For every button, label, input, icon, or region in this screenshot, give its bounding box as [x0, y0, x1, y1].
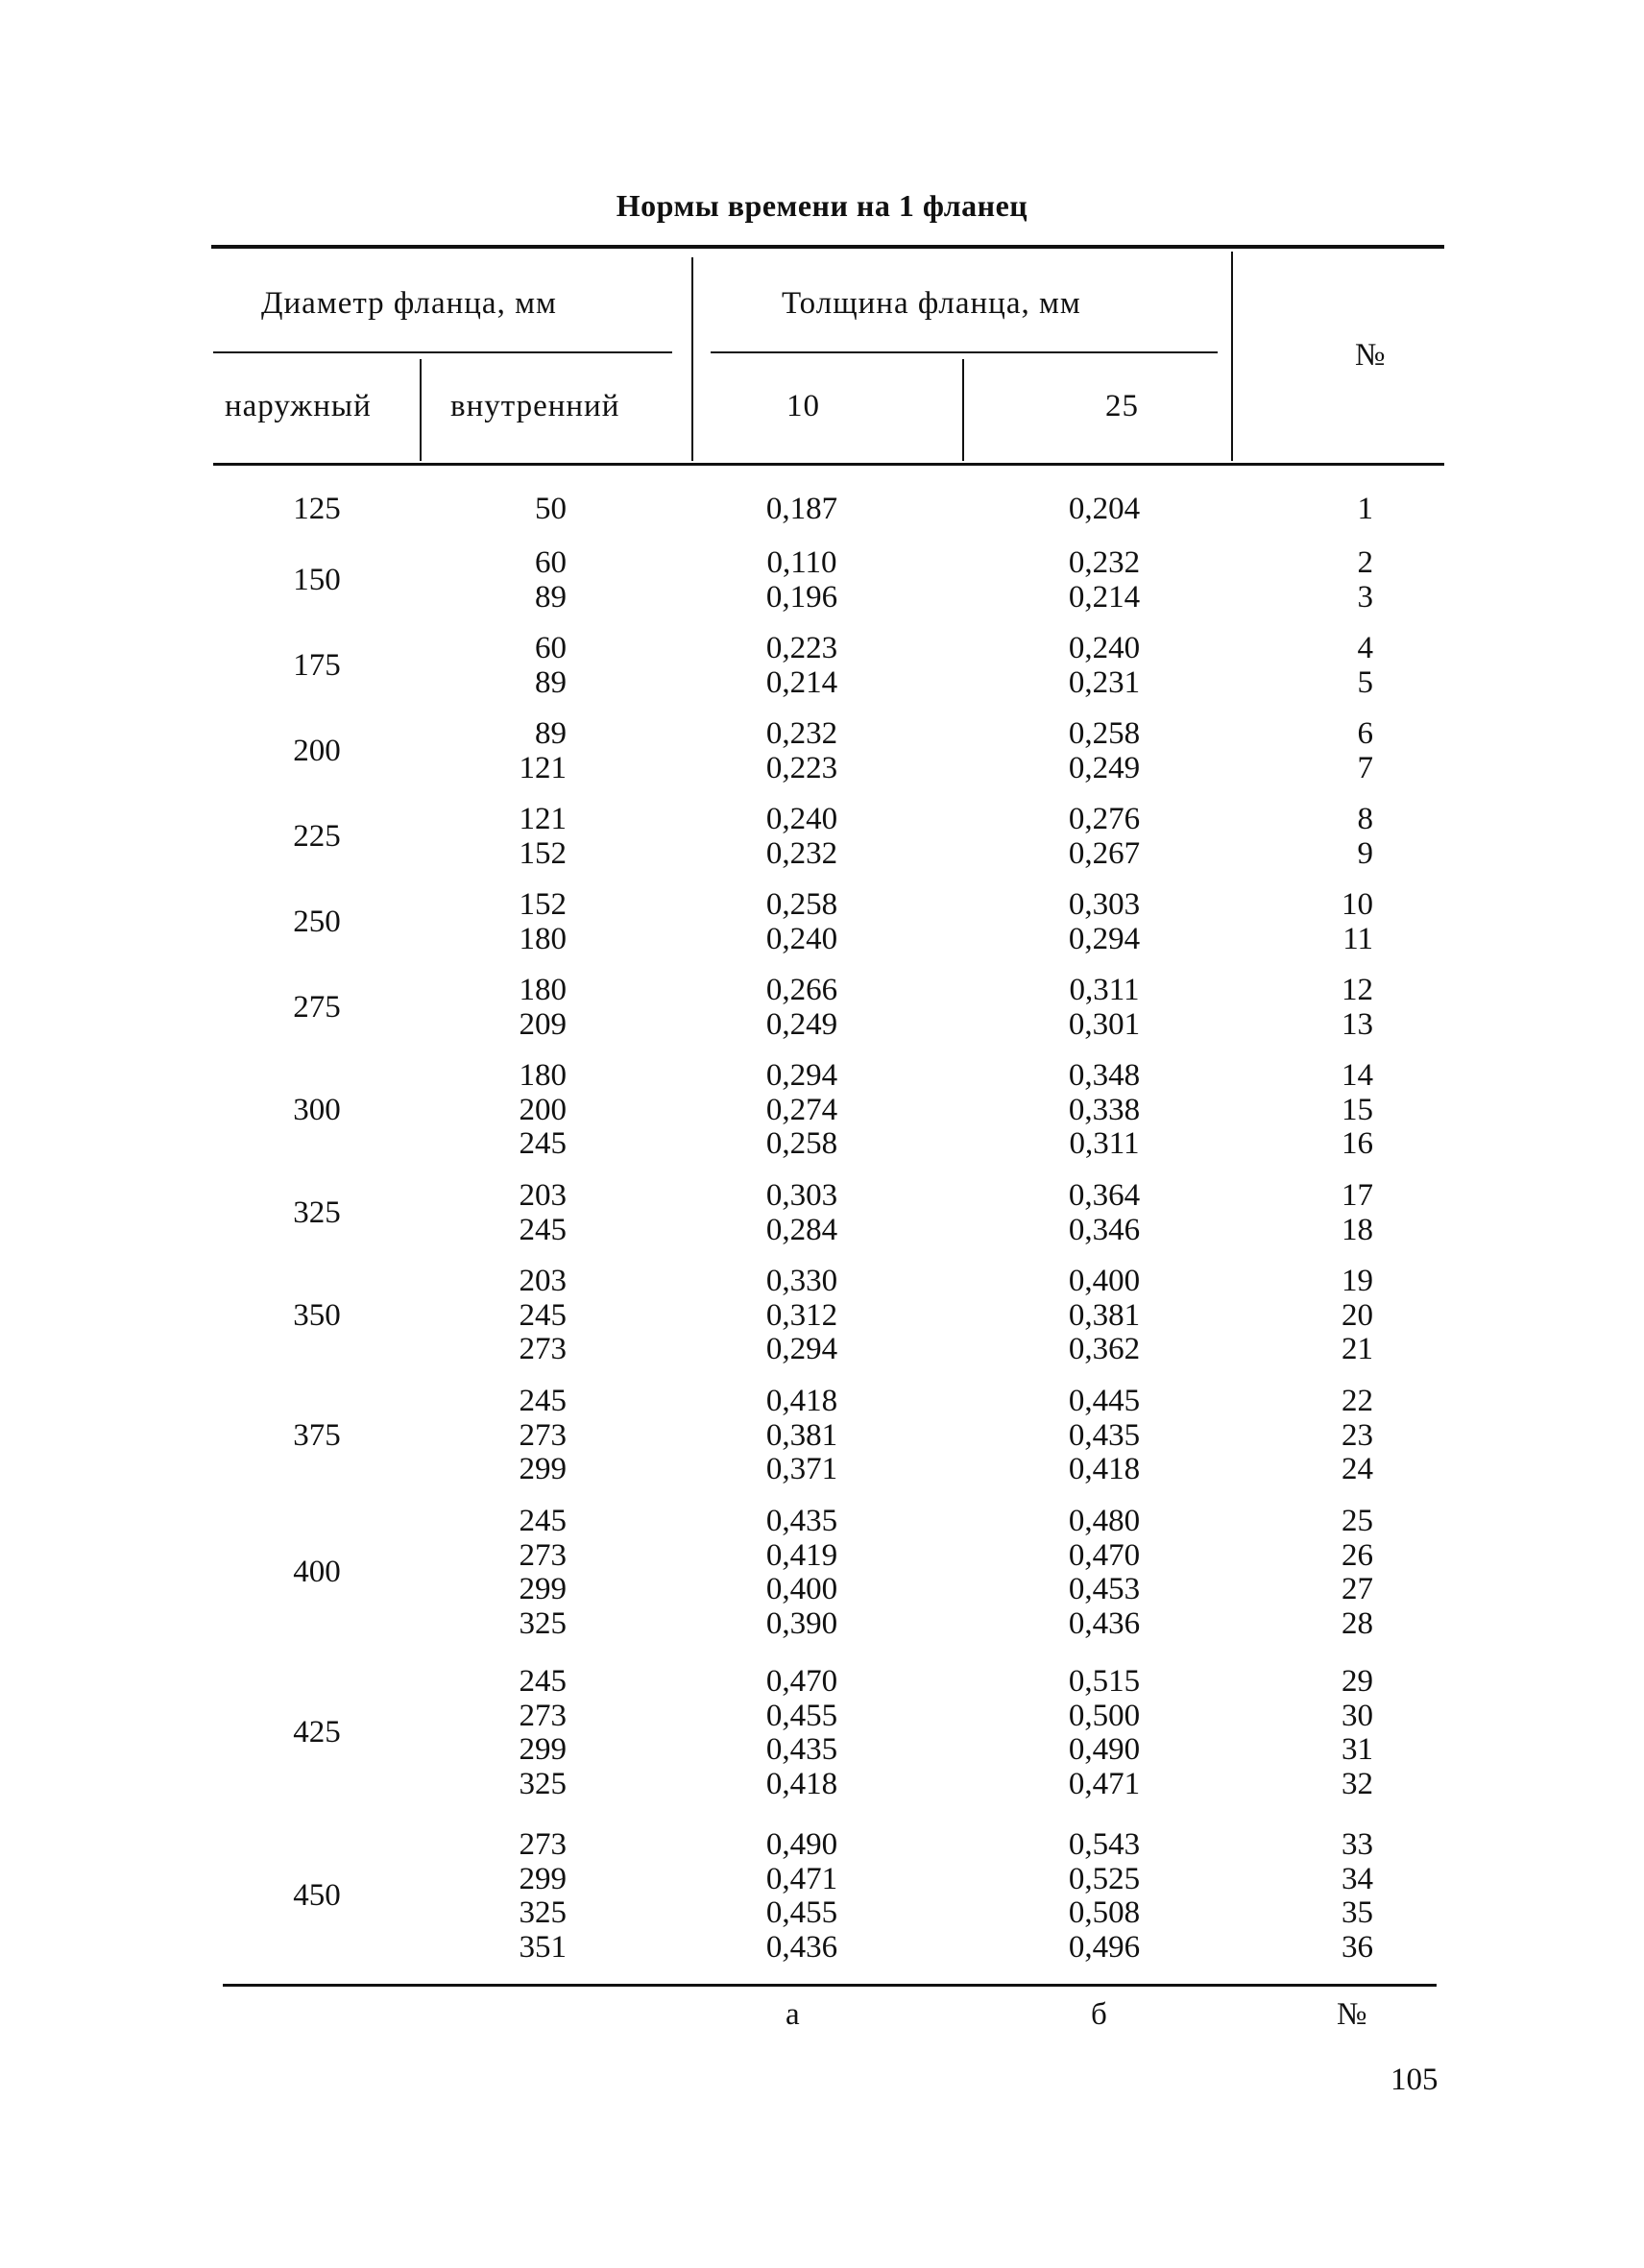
outer-diameter-column: [269, 0, 365, 2268]
time-10mm-cell: 0,258: [765, 887, 838, 922]
row-number-cell: 15: [1342, 1092, 1373, 1127]
row-number-cell: 8: [1357, 802, 1373, 836]
time-10mm-cell: 0,435: [765, 1504, 838, 1538]
time-10mm-cell: 0,490: [765, 1827, 838, 1862]
inner-diameter-cell: 299: [519, 1861, 567, 1896]
inner-diameter-cell: 245: [519, 1504, 567, 1538]
row-number-cell: 17: [1342, 1178, 1373, 1213]
time-25mm-cell: 0,471: [1068, 1766, 1141, 1801]
time-25mm-cell: 0,435: [1068, 1417, 1141, 1453]
footer-label-a: а: [786, 1997, 800, 2032]
inner-diameter-cell: 273: [519, 1827, 567, 1862]
inner-diameter-cell: 273: [519, 1332, 567, 1366]
outer-diameter-cell: 325: [293, 1194, 341, 1230]
row-number-cell: 18: [1342, 1212, 1373, 1247]
row-number-cell: 11: [1342, 921, 1373, 956]
inner-diameter-cell: 273: [519, 1417, 567, 1453]
time-10mm-cell: 0,390: [765, 1605, 838, 1641]
inner-diameter-cell: 245: [519, 1212, 567, 1247]
inner-diameter-cell: 325: [519, 1895, 567, 1930]
time-10mm-cell: 0,294: [765, 1332, 838, 1366]
time-25mm-cell: 0,543: [1068, 1827, 1141, 1862]
time-10mm-cell: 0,455: [765, 1895, 838, 1930]
time-10mm-cell: 0,214: [765, 664, 838, 700]
time-10mm-cell: 0,418: [765, 1766, 838, 1801]
row-number-cell: 2: [1357, 545, 1373, 580]
time-10mm-cell: 0,471: [765, 1861, 838, 1896]
inner-diameter-column: [471, 0, 567, 2268]
time-10mm-cell: 0,435: [765, 1732, 838, 1767]
inner-diameter-cell: 180: [519, 973, 567, 1007]
time-10mm-cell: 0,223: [765, 631, 838, 665]
time-25mm-cell: 0,311: [1069, 1126, 1140, 1161]
inner-diameter-cell: 209: [519, 1006, 567, 1042]
inner-diameter-cell: 325: [519, 1605, 567, 1641]
time-10mm-cell: 0,470: [765, 1664, 838, 1699]
row-number-cell: 19: [1342, 1264, 1373, 1298]
table-bottom-rule: [223, 1984, 1437, 1987]
time-10mm-cell: 0,187: [765, 492, 838, 526]
time-25mm-cell: 0,232: [1068, 545, 1141, 580]
row-number-cell: 6: [1357, 716, 1373, 751]
inner-diameter-cell: 203: [519, 1178, 567, 1213]
time-10mm-cell: 0,312: [765, 1297, 838, 1333]
row-number-cell: 21: [1342, 1332, 1373, 1366]
inner-diameter-cell: 325: [519, 1766, 567, 1801]
inner-diameter-cell: 121: [519, 750, 567, 785]
outer-diameter-cell: 300: [293, 1092, 341, 1127]
inner-diameter-cell: 89: [535, 664, 567, 700]
row-number-cell: 35: [1342, 1895, 1373, 1930]
time-25mm-cell: 0,490: [1068, 1732, 1141, 1767]
time-25mm-cell: 0,418: [1068, 1452, 1141, 1486]
row-number-cell: 28: [1342, 1605, 1373, 1641]
number-header: №: [1355, 338, 1387, 373]
time-10mm-cell: 0,223: [765, 750, 838, 785]
time-25mm-cell: 0,240: [1068, 631, 1141, 665]
inner-diameter-cell: 273: [519, 1537, 567, 1573]
time-10mm-cell: 0,303: [765, 1178, 838, 1213]
row-number-cell: 32: [1342, 1766, 1373, 1801]
time-25mm-cell: 0,204: [1068, 492, 1141, 526]
row-number-cell: 14: [1342, 1058, 1373, 1093]
inner-diameter-cell: 89: [535, 579, 567, 615]
outer-diameter-cell: 275: [293, 989, 341, 1025]
time-25mm-cell: 0,346: [1068, 1212, 1141, 1247]
inner-diameter-cell: 121: [519, 802, 567, 836]
row-number-cell: 22: [1342, 1384, 1373, 1418]
time-10mm-cell: 0,294: [765, 1058, 838, 1093]
outer-diameter-cell: 375: [293, 1417, 341, 1453]
time-25mm-cell: 0,267: [1068, 835, 1141, 871]
row-number-cell: 12: [1342, 973, 1373, 1007]
outer-diameter-cell: 350: [293, 1297, 341, 1333]
outer-diameter-cell: 225: [293, 818, 341, 854]
row-number-cell: 3: [1357, 579, 1373, 615]
inner-diameter-cell: 245: [519, 1297, 567, 1333]
outer-diameter-cell: 125: [293, 492, 341, 526]
time-10mm-cell: 0,249: [765, 1006, 838, 1042]
time-25mm-cell: 0,214: [1068, 579, 1141, 615]
time-10mm-cell: 0,400: [765, 1572, 838, 1606]
inner-diameter-cell: 299: [519, 1572, 567, 1606]
row-number-cell: 25: [1342, 1504, 1373, 1538]
outer-diameter-cell: 150: [293, 562, 341, 597]
inner-diameter-cell: 152: [519, 835, 567, 871]
time-10mm-cell: 0,381: [765, 1417, 838, 1453]
time-25mm-cell: 0,400: [1068, 1264, 1141, 1298]
inner-diameter-cell: 203: [519, 1264, 567, 1298]
time-25mm-cell: 0,453: [1068, 1572, 1141, 1606]
row-number-column: [1287, 0, 1373, 2268]
time-10mm-cell: 0,232: [765, 835, 838, 871]
thickness-25-header: 25: [1105, 389, 1139, 423]
time-25mm-cell: 0,231: [1068, 664, 1141, 700]
page-number: 105: [1390, 2063, 1438, 2097]
time-25mm-cell: 0,500: [1068, 1698, 1141, 1733]
time-10mm-cell: 0,232: [765, 716, 838, 751]
time-25mm-cell: 0,470: [1068, 1537, 1141, 1573]
time-25mm-cell: 0,249: [1068, 750, 1141, 785]
time-25mm-cell: 0,294: [1068, 921, 1141, 956]
row-number-cell: 23: [1342, 1417, 1373, 1453]
outer-diameter-cell: 200: [293, 733, 341, 768]
inner-diameter-cell: 180: [519, 1058, 567, 1093]
inner-diameter-cell: 60: [535, 631, 567, 665]
time-10mm-cell: 0,455: [765, 1698, 838, 1733]
inner-diameter-cell: 89: [535, 716, 567, 751]
time-25mm-cell: 0,301: [1068, 1006, 1141, 1042]
row-number-cell: 9: [1357, 835, 1373, 871]
inner-diameter-cell: 152: [519, 887, 567, 922]
outer-header: наружный: [225, 389, 372, 423]
row-number-cell: 33: [1342, 1827, 1373, 1862]
outer-diameter-cell: 250: [293, 904, 341, 939]
row-number-cell: 10: [1342, 887, 1373, 922]
row-number-cell: 1: [1357, 492, 1373, 526]
time-10mm-cell: 0,240: [765, 802, 838, 836]
inner-diameter-cell: 180: [519, 921, 567, 956]
row-number-cell: 20: [1342, 1297, 1373, 1333]
inner-diameter-cell: 299: [519, 1452, 567, 1486]
time-25mm-cell: 0,338: [1068, 1092, 1141, 1127]
inner-diameter-cell: 245: [519, 1126, 567, 1161]
row-number-cell: 30: [1342, 1698, 1373, 1733]
time-10mm-cell: 0,274: [765, 1092, 838, 1127]
time-25mm-cell: 0,436: [1068, 1605, 1141, 1641]
time-25mm-cell: 0,303: [1068, 887, 1141, 922]
thickness-10-column: [730, 0, 874, 2268]
divider-thickness-number: [1231, 252, 1233, 461]
divider-outer-inner: [420, 359, 422, 461]
divider-10-25: [962, 359, 964, 461]
time-10mm-cell: 0,419: [765, 1537, 838, 1573]
outer-diameter-cell: 175: [293, 647, 341, 683]
inner-diameter-cell: 60: [535, 545, 567, 580]
inner-header: внутренний: [450, 389, 620, 423]
thickness-25-column: [1032, 0, 1176, 2268]
inner-diameter-cell: 245: [519, 1384, 567, 1418]
time-25mm-cell: 0,525: [1068, 1861, 1141, 1896]
time-25mm-cell: 0,445: [1068, 1384, 1141, 1418]
time-10mm-cell: 0,240: [765, 921, 838, 956]
time-25mm-cell: 0,258: [1068, 716, 1141, 751]
row-number-cell: 24: [1342, 1452, 1373, 1486]
row-number-cell: 27: [1342, 1572, 1373, 1606]
row-number-cell: 26: [1342, 1537, 1373, 1573]
row-number-cell: 31: [1342, 1732, 1373, 1767]
row-number-cell: 4: [1357, 631, 1373, 665]
outer-diameter-cell: 450: [293, 1878, 341, 1914]
time-25mm-cell: 0,276: [1068, 802, 1141, 836]
row-number-cell: 36: [1342, 1929, 1373, 1965]
time-10mm-cell: 0,436: [765, 1929, 838, 1965]
row-number-cell: 16: [1342, 1126, 1373, 1161]
time-10mm-cell: 0,258: [765, 1126, 838, 1161]
inner-diameter-cell: 245: [519, 1664, 567, 1699]
time-10mm-cell: 0,371: [765, 1452, 838, 1486]
time-25mm-cell: 0,364: [1068, 1178, 1141, 1213]
row-number-cell: 34: [1342, 1861, 1373, 1896]
time-10mm-cell: 0,196: [765, 579, 838, 615]
time-25mm-cell: 0,515: [1068, 1664, 1141, 1699]
time-25mm-cell: 0,311: [1069, 973, 1140, 1007]
time-10mm-cell: 0,110: [766, 545, 837, 580]
time-25mm-cell: 0,508: [1068, 1895, 1141, 1930]
diameter-header: Диаметр фланца, мм: [261, 286, 557, 321]
inner-diameter-cell: 351: [519, 1929, 567, 1965]
time-10mm-cell: 0,418: [765, 1384, 838, 1418]
time-10mm-cell: 0,330: [765, 1264, 838, 1298]
row-number-cell: 13: [1342, 1006, 1373, 1042]
row-number-cell: 5: [1357, 664, 1373, 700]
time-25mm-cell: 0,348: [1068, 1058, 1141, 1093]
time-10mm-cell: 0,266: [765, 973, 838, 1007]
inner-diameter-cell: 50: [535, 492, 567, 526]
time-25mm-cell: 0,496: [1068, 1929, 1141, 1965]
footer-label-number: №: [1337, 1997, 1367, 2032]
outer-diameter-cell: 400: [293, 1555, 341, 1590]
thickness-header: Толщина фланца, мм: [782, 286, 1081, 321]
time-25mm-cell: 0,362: [1068, 1332, 1141, 1366]
time-10mm-cell: 0,284: [765, 1212, 838, 1247]
thickness-10-header: 10: [786, 389, 820, 423]
time-25mm-cell: 0,480: [1068, 1504, 1141, 1538]
page-title: Нормы времени на 1 фланец: [616, 188, 1028, 223]
divider-diameter-thickness: [691, 257, 693, 461]
row-number-cell: 7: [1357, 750, 1373, 785]
time-25mm-cell: 0,381: [1068, 1297, 1141, 1333]
inner-diameter-cell: 273: [519, 1698, 567, 1733]
inner-diameter-cell: 200: [519, 1092, 567, 1127]
inner-diameter-cell: 299: [519, 1732, 567, 1767]
outer-diameter-cell: 425: [293, 1715, 341, 1750]
row-number-cell: 29: [1342, 1664, 1373, 1699]
footer-label-b: б: [1091, 1997, 1107, 2032]
